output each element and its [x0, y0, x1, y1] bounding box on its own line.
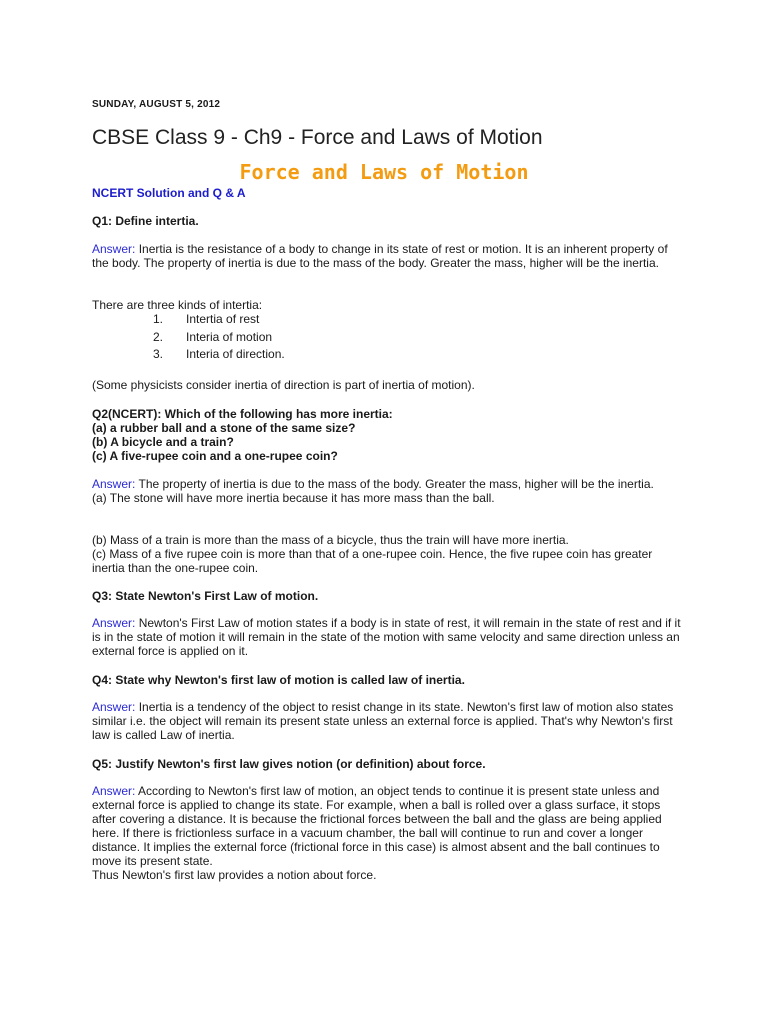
- q1-note: (Some physicists consider inertia of direction is part of inertia of motion).: [92, 378, 475, 392]
- q4-question: Q4: State why Newton's first law of motion is called law of inertia.: [92, 673, 465, 687]
- q2-answer-intro: [92, 477, 682, 491]
- q2-question-line: (b) A bicycle and a train?: [92, 435, 234, 449]
- q1-kinds-intro: There are three kinds of intertia:: [92, 298, 263, 312]
- q2-question-line: (c) A five-rupee coin and a one-rupee coin?: [92, 449, 338, 463]
- q5-conclusion: Thus Newton's first law provides a notion about force.: [92, 868, 377, 882]
- answer-label: Answer:: [92, 242, 136, 256]
- list-item: [153, 347, 453, 361]
- q4-answer: [92, 700, 682, 742]
- list-text: Interia of direction.: [186, 347, 285, 361]
- q2-answer-text: The property of inertia is due to the mass of the body. Greater the mass, higher will be the inertia.: [138, 477, 654, 491]
- q2-answer-b: (b) Mass of a train is more than the mass of a bicycle, thus the train will have more inertia.: [92, 533, 569, 547]
- q2-answer-bc: [92, 533, 682, 575]
- q3-answer-text: Newton's First Law of motion states if a body is in state of rest, it will remain in the state of rest and if it is in the state of motion it will remain in the state of the motion with same velocity and same direction unless an external force is applied on it.: [92, 616, 681, 658]
- ncert-label: NCERT Solution and Q & A: [92, 186, 246, 200]
- list-number: 3.: [153, 347, 164, 361]
- answer-label: Answer:: [92, 784, 136, 798]
- q5-answer-text: According to Newton's first law of motion, an object tends to continue it is present state unless and external force is applied to change its state. For example, when a ball is rolled over a glass surface, it stops after covering a distance. It is because the frictional forces between the ball and the glass are being applied here. If there is frictionless surface in a vacuum chamber, the ball will continue to run and cover a longer distance. It implies the external force (frictional force in this case) is almost absent and the ball continues to move its present state.: [92, 784, 662, 868]
- list-number: 1.: [153, 312, 164, 326]
- answer-label: Answer:: [92, 616, 136, 630]
- q2-answer: [92, 477, 682, 505]
- q2-answer-c: (c) Mass of a five rupee coin is more than that of a one-rupee coin. Hence, the five rupee coin has greater inertia than the one-rupee coin.: [92, 547, 653, 575]
- post-date: SUNDAY, AUGUST 5, 2012: [92, 99, 221, 110]
- list-text: Intertia of rest: [186, 312, 260, 326]
- answer-label: Answer:: [92, 700, 136, 714]
- answer-label: Answer:: [92, 477, 136, 491]
- q4-answer-text: Inertia is a tendency of the object to resist change in its state. Newton's first law of motion also states similar i.e. the object will remain its present state unless an external force is applied. That's why Newton's first law is called Law of inertia.: [92, 700, 674, 742]
- list-number: 2.: [153, 330, 164, 344]
- q2-question-line: Q2(NCERT): Which of the following has more inertia:: [92, 407, 393, 421]
- q1-answer: [92, 242, 682, 270]
- q2-question: [92, 407, 682, 463]
- q5-answer-body: [92, 784, 682, 868]
- q3-question: Q3: State Newton's First Law of motion.: [92, 589, 319, 603]
- q2-question-line: (a) a rubber ball and a stone of the same size?: [92, 421, 356, 435]
- list-item: [153, 312, 453, 326]
- q3-answer: [92, 616, 682, 658]
- list-item: [153, 330, 453, 344]
- list-text: Interia of motion: [186, 330, 273, 344]
- section-heading: Force and Laws of Motion: [239, 160, 529, 184]
- post-title: CBSE Class 9 - Ch9 - Force and Laws of Motion: [92, 126, 543, 149]
- q5-question: Q5: Justify Newton's first law gives notion (or definition) about force.: [92, 757, 486, 771]
- q1-question: Q1: Define intertia.: [92, 214, 199, 228]
- q2-answer-a: (a) The stone will have more inertia because it has more mass than the ball.: [92, 491, 495, 505]
- q1-answer-text: Inertia is the resistance of a body to change in its state of rest or motion. It is an inherent property of the body. The property of inertia is due to the mass of the body. Greater the mass, higher will be the inertia.: [92, 242, 668, 270]
- q5-answer: [92, 784, 682, 882]
